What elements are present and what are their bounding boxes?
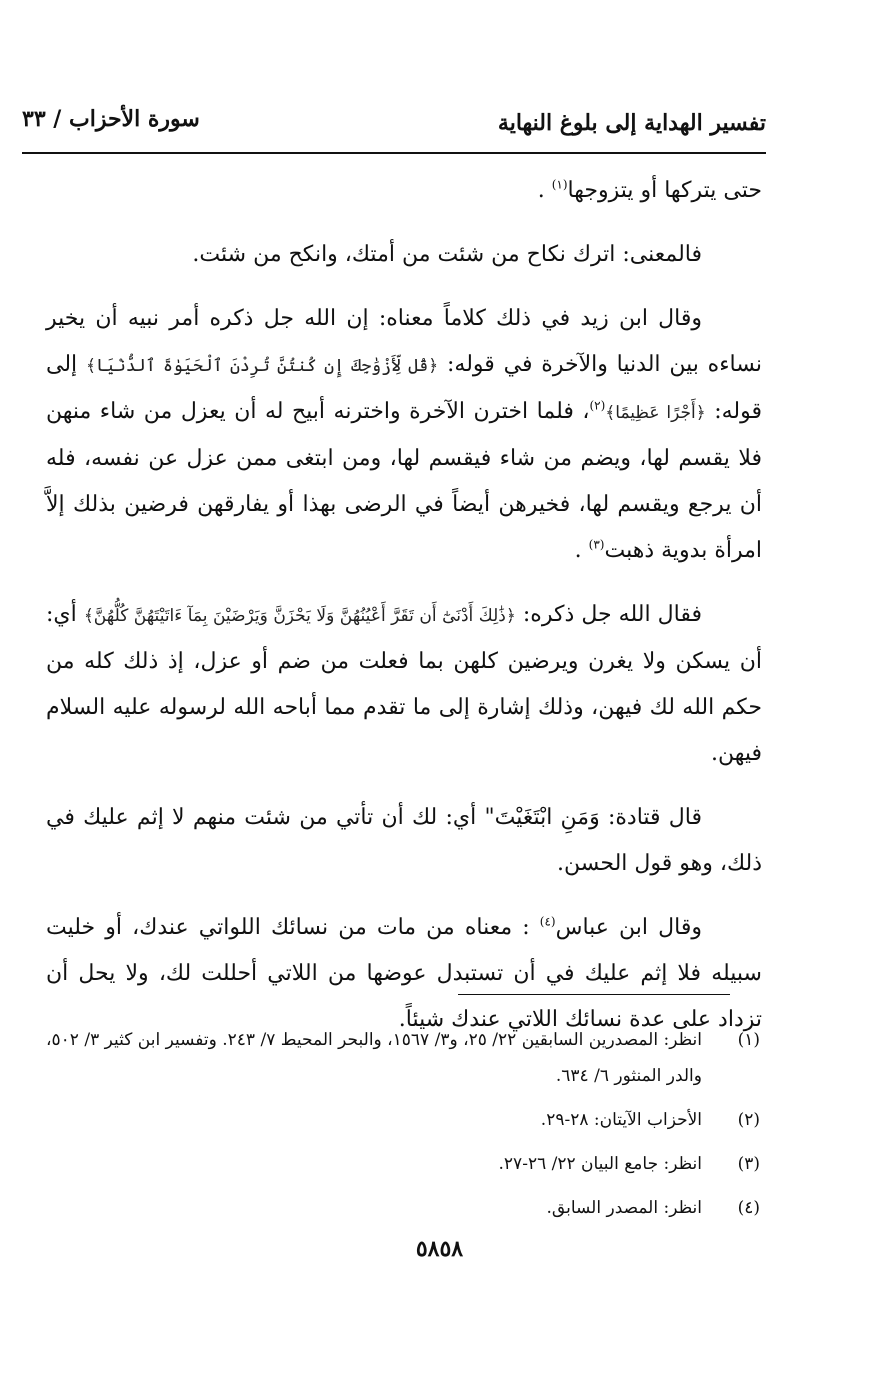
- main-text: [46, 168, 762, 1061]
- footnote-number: (١): [737, 1030, 760, 1050]
- paragraph: [46, 795, 762, 887]
- surah-label: سورة الأحزاب / ٣٣: [22, 106, 200, 132]
- quran-verse: ﴿ذَٰلِكَ أَدْنَىٰٓ أَن تَقَرَّ أَعْيُنُهُنَّ وَلَا يَحْزَنَّ وَيَرْضَيْنَ بِمَآ ءَاتَيْتَهُنَّ كُلُّهُنَّ﴾: [83, 606, 516, 626]
- paragraph: [46, 296, 762, 574]
- text-run: وقال ابن زيد في ذلك كلاماً معناه: إن الله جل ذكره أمر نبيه أن يخير نساءه بين الدنيا والآخرة في قوله:: [46, 306, 762, 377]
- footnote-number: (٢): [737, 1110, 760, 1130]
- footnote-ref: (٢): [589, 398, 606, 413]
- footnote-ref: (١): [551, 177, 568, 192]
- text-run: حتى يتركها أو يتزوجها: [567, 178, 762, 203]
- footnote-ref: (٤): [539, 914, 556, 929]
- text-run: .: [574, 538, 589, 563]
- footnote-text: انظر: المصدر السابق.: [546, 1198, 702, 1218]
- text-run: أي: أن يسكن ولا يغرن ويرضين كلهن بما فعلت من ضم أو عزل، إذ ذلك كله من حكم الله لك فيهن، وذلك إشارة إلى ما تقدم مما أباحه الله لرسوله عليه السلام فيهن.: [46, 602, 762, 766]
- footnote-text: انظر: جامع البيان ٢٢/ ٢٦-٢٧.: [498, 1154, 702, 1174]
- paragraph: [46, 168, 762, 214]
- footnote: [46, 1022, 760, 1094]
- running-header: [22, 98, 766, 150]
- text-run: قال قتادة: وَمَنِ ابْتَغَيْتَ" أي: لك أن تأتي من شئت منهم لا إثم عليك في ذلك، وهو قول الحسن.: [46, 805, 762, 876]
- footnote-number: (٣): [737, 1154, 760, 1174]
- header-rule: [22, 152, 766, 154]
- quran-verse: ﴿قُل لِّأَزْوَٰجِكَ إِن كُنتُنَّ تُرِدْنَ ٱلْحَيَوٰةَ ٱلدُّنْيَا﴾: [85, 356, 439, 376]
- footnote-ref: (٣): [588, 537, 605, 552]
- text-run: فالمعنى: اترك نكاح من شئت من أمتك، وانكح من شئت.: [192, 242, 702, 267]
- text-run: فقال الله جل ذكره:: [515, 602, 702, 627]
- paragraph: [46, 232, 762, 278]
- quran-verse: ﴿أَجْرًا عَظِيمًا﴾: [605, 403, 706, 423]
- paragraph: [46, 592, 762, 777]
- text-run: .: [537, 178, 552, 203]
- footnote-separator: [458, 994, 730, 995]
- footnote-text: انظر: المصدرين السابقين ٢٢/ ٢٥، و٣/ ١٥٦٧، والبحر المحيط ٧/ ٢٤٣. وتفسير ابن كثير ٣/ ٥٠٢، والدر المنثور ٦/ ٦٣٤.: [46, 1030, 702, 1086]
- text-run: : معناه من مات من نسائك اللواتي عندك، أو خليت سبيله فلا إثم عليك في أن تستبدل عوضها من اللاتي أحللت لك، ولا يحل أن تزداد على عدة نسائك اللاتي عندك شيئاً.: [46, 915, 762, 1032]
- text-run: ، فلما اخترن الآخرة واخترنه أبيح له أن يعزل من شاء منهن فلا يقسم لها، ويضم من شاء فيقسم لها، ومن ابتغى ممن عزل عن نفسه، فله أن يرجع ويقسم لها، فخيرهن أيضاً في الرضى بهذا أو يفارقهن فرضين بذلك إلاَّ امرأة بدوية ذهبت: [46, 399, 762, 563]
- footnote-number: (٤): [737, 1198, 760, 1218]
- text-run: وقال ابن عباس: [555, 915, 702, 940]
- page-number: ٥٨٥٨: [415, 1236, 464, 1262]
- footnote-text: الأحزاب الآيتان: ٢٨-٢٩.: [540, 1110, 702, 1130]
- text-run: إلى قوله:: [46, 352, 762, 424]
- footnote: [46, 1190, 760, 1226]
- book-title: تفسير الهداية إلى بلوغ النهاية: [497, 110, 766, 136]
- footnote: [46, 1146, 760, 1182]
- footnotes: [46, 1022, 760, 1234]
- footnote: [46, 1102, 760, 1138]
